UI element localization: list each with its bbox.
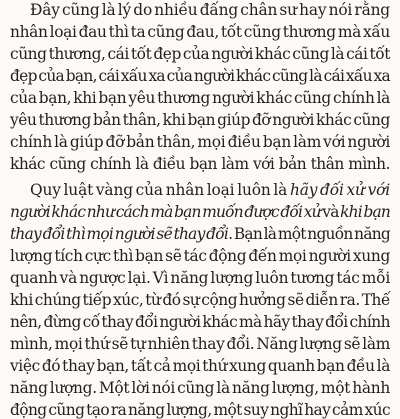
- text-line: [10, 357, 390, 375]
- text-line: [10, 247, 390, 265]
- text-segment: chính là giúp đỡ bản thân, mọi điều bạn làm với người: [10, 133, 390, 151]
- text-segment: . Bạn là một nguồn năng: [228, 225, 390, 243]
- text-line: [30, 181, 390, 199]
- text-segment: Đây cũng là lý do nhiều đấng chân sư hay nói rằng: [30, 1, 390, 19]
- text-line: [10, 155, 390, 173]
- text-line: [10, 203, 390, 221]
- italic-text-segment: người khác như cách mà bạn muốn được đối xử: [10, 203, 321, 221]
- text-line: [30, 1, 390, 19]
- text-segment: khác cũng chính là điều bạn làm với bản thân mình.: [10, 155, 390, 173]
- text-line: [10, 23, 390, 41]
- text-segment: của bạn, khi bạn yêu thương người khác cũng chính là: [10, 89, 390, 107]
- text-line: [10, 401, 390, 419]
- text-line: [10, 45, 390, 63]
- italic-text-segment: khi bạn: [340, 203, 390, 221]
- text-line: [10, 335, 390, 353]
- text-segment: Quy luật vàng của nhân loại luôn là: [30, 181, 290, 199]
- text-segment: và: [320, 203, 341, 221]
- text-segment: nên, đừng cố thay đổi người khác mà hãy thay đổi chính: [10, 313, 390, 331]
- text-line: [10, 291, 390, 309]
- text-segment: khi chúng tiếp xúc, từ đó sự cộng hưởng sẽ diễn ra. Thế: [10, 291, 390, 309]
- text-segment: động cũng tạo ra năng lượng, một suy nghĩ hay cảm xúc: [10, 401, 390, 419]
- italic-text-segment: thay đổi thì mọi người sẽ thay đổi: [10, 225, 229, 243]
- text-line: [10, 269, 390, 287]
- text-segment: quanh và ngược lại. Vì năng lượng luôn tương tác mỗi: [10, 269, 390, 287]
- text-segment: yêu thương bản thân, khi bạn giúp đỡ người khác cũng: [10, 111, 390, 129]
- text-line: [10, 379, 390, 397]
- text-line: [10, 225, 390, 243]
- text-segment: nhân loại đau thì ta cũng đau, tốt cũng thương mà xấu: [10, 23, 390, 41]
- text-segment: mình, mọi thứ sẽ tự nhiên thay đổi. Năng lượng sẽ làm: [10, 335, 390, 353]
- italic-text-segment: hãy đối xử với: [289, 181, 391, 199]
- text-line: [10, 133, 390, 151]
- text-segment: lượng tích cực thì bạn sẽ tác động đến mọi người xung: [10, 247, 390, 265]
- text-segment: cũng thương, cái tốt đẹp của người khác cũng là cái tốt: [10, 45, 390, 63]
- text-segment: việc đó thay bạn, tất cả mọi thứ xung quanh bạn đều là: [10, 357, 390, 375]
- text-line: [10, 111, 390, 129]
- text-segment: đẹp của bạn, cái xấu xa của người khác cũng là cái xấu xa: [10, 67, 390, 85]
- text-line: [10, 313, 390, 331]
- text-segment: năng lượng. Một lời nói cũng là năng lượng, một hành: [10, 379, 390, 397]
- text-line: [10, 89, 390, 107]
- text-line: [10, 67, 390, 85]
